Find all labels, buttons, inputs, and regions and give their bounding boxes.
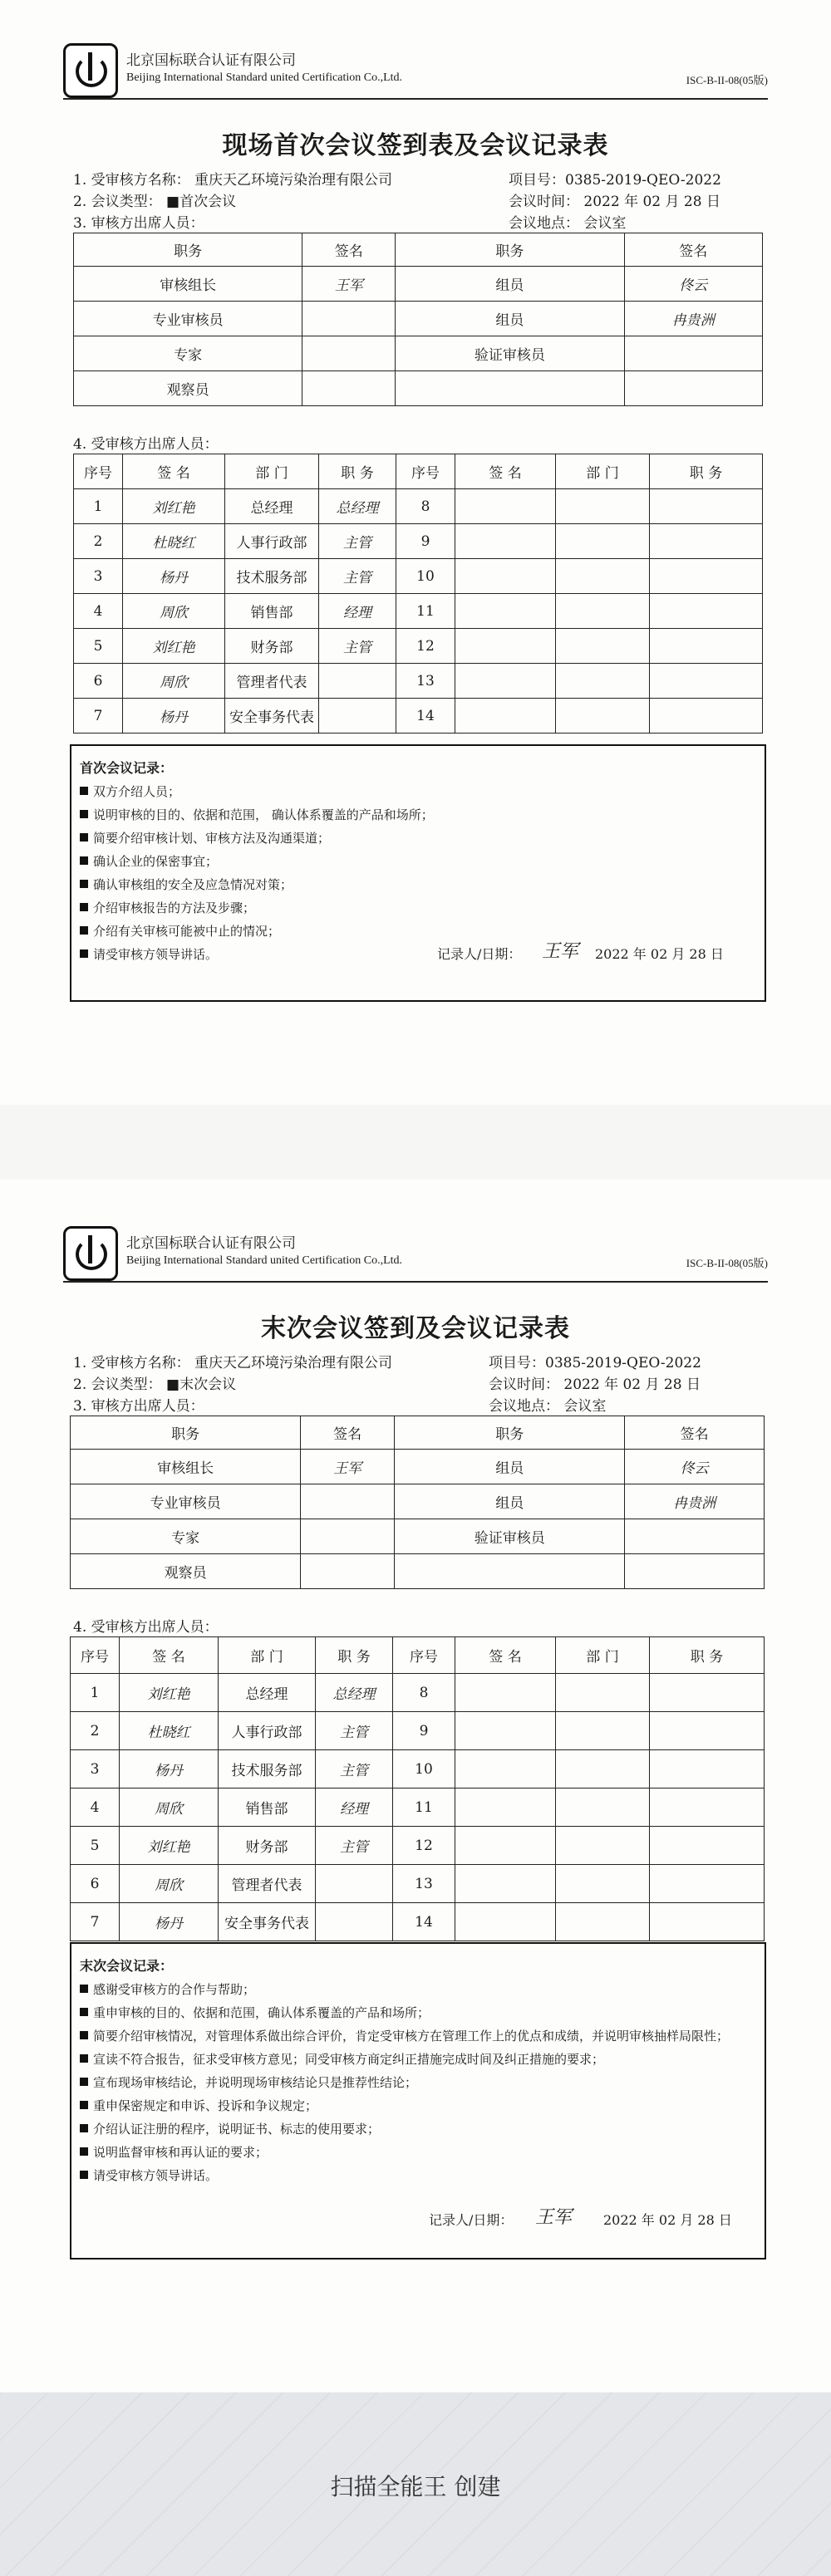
table-cell [455, 489, 556, 524]
table-cell: 1 [71, 1674, 120, 1712]
table-cell: 部 门 [556, 454, 650, 489]
record-date: 2022 年 02 月 28 日 [603, 2212, 732, 2228]
table-cell [624, 336, 762, 371]
table-cell: 财务部 [225, 629, 319, 664]
org-name-en: Beijing International Standard united Certification Co.,Ltd. [126, 71, 403, 84]
table-cell: 佟云 [625, 1450, 765, 1484]
record-title: 末次会议记录： [80, 1958, 174, 1974]
last-meeting-sheet [0, 1180, 831, 2392]
table-cell: 安全事务代表 [219, 1903, 316, 1941]
attendee-table [70, 1636, 765, 1941]
table-cell: 签 名 [123, 454, 225, 489]
table-cell: 冉贵洲 [625, 1484, 765, 1519]
table-cell [301, 1554, 395, 1589]
table-cell: 3 [71, 1750, 120, 1788]
table-cell: 部 门 [556, 1637, 650, 1674]
table-cell: 总经理 [225, 489, 319, 524]
table-cell: 专家 [71, 1519, 301, 1554]
table-cell [455, 1712, 556, 1750]
table-cell [650, 1788, 765, 1827]
table-cell: 观察员 [74, 371, 302, 406]
table-cell [319, 699, 396, 734]
table-cell: 组员 [396, 267, 624, 302]
table-cell: 杨丹 [120, 1750, 219, 1788]
table-cell [625, 1554, 765, 1589]
table-cell: 4 [71, 1788, 120, 1827]
table-cell [650, 699, 763, 734]
cell: 审核组长 [74, 267, 302, 302]
table-cell: 杜晓红 [123, 524, 225, 559]
table-cell [455, 1827, 556, 1865]
table-cell [301, 1519, 395, 1554]
table-cell: 组员 [395, 1450, 625, 1484]
table-cell: 主管 [319, 629, 396, 664]
meeting-time: 会议时间： 2022 年 02 月 28 日 [509, 194, 720, 210]
table-cell: 人事行政部 [219, 1712, 316, 1750]
recorder-signature: 王军 [535, 2207, 573, 2228]
table-cell: 9 [393, 1712, 455, 1750]
table-cell: 6 [71, 1865, 120, 1903]
form-title: 现场首次会议签到表及会议记录表 [222, 131, 609, 160]
table-cell [556, 1827, 650, 1865]
table-cell [556, 699, 650, 734]
recorder-label: 记录人/日期： [429, 2212, 514, 2228]
table-cell [650, 629, 763, 664]
th: 职务 [74, 233, 302, 267]
form-code: ISC-B-II-08(05版) [686, 1257, 768, 1269]
table-cell: 部 门 [219, 1637, 316, 1674]
letterhead [63, 1226, 768, 1286]
auditee-attendees-label: 4. 受审核方出席人员： [73, 1619, 219, 1636]
table-cell: 审核组长 [71, 1450, 301, 1484]
table-cell: 签名 [302, 233, 396, 267]
table-cell: 验证审核员 [396, 336, 624, 371]
table-cell [556, 1712, 650, 1750]
meeting-place: 会议地点： 会议室 [509, 215, 627, 232]
table-cell: 佟云 [624, 267, 762, 302]
table-cell: 8 [393, 1674, 455, 1712]
table-cell: 11 [396, 594, 455, 629]
table-cell [455, 1903, 556, 1941]
table-cell: 验证审核员 [395, 1519, 625, 1554]
meeting-time: 会议时间： 2022 年 02 月 28 日 [489, 1376, 701, 1393]
table-cell: 杨丹 [120, 1903, 219, 1941]
table-cell: 刘红艳 [120, 1827, 219, 1865]
table-cell: 安全事务代表 [225, 699, 319, 734]
table-cell: 杨丹 [123, 699, 225, 734]
table-cell: 13 [396, 664, 455, 699]
meeting-type: 2. 会议类型： ■首次会议 [73, 194, 237, 210]
table-cell: 2 [71, 1712, 120, 1750]
table-cell: 14 [393, 1903, 455, 1941]
scan-watermark-footer [0, 2392, 831, 2576]
table-cell [455, 559, 556, 594]
page-gap [0, 1105, 831, 1180]
table-cell: 技术服务部 [219, 1750, 316, 1788]
org-name-en: Beijing International Standard united Certification Co.,Ltd. [126, 1254, 403, 1267]
table-cell: 签 名 [120, 1637, 219, 1674]
table-cell: 职务 [396, 233, 624, 267]
table-cell: 2 [74, 524, 123, 559]
table-cell [650, 1827, 765, 1865]
table-cell: 12 [393, 1827, 455, 1865]
meeting-type: 2. 会议类型： ■末次会议 [73, 1376, 237, 1393]
table-cell [455, 1674, 556, 1712]
org-name-cn: 北京国标联合认证有限公司 [126, 1235, 296, 1252]
table-cell [455, 524, 556, 559]
table-cell [650, 1903, 765, 1941]
table-cell [319, 664, 396, 699]
project-number: 项目号：0385-2019-QEO-2022 [489, 1355, 701, 1371]
record-date: 2022 年 02 月 28 日 [595, 946, 724, 962]
table-cell: 职 务 [650, 454, 763, 489]
table-cell [395, 1554, 625, 1589]
auditee-attendees-label: 4. 受审核方出席人员： [73, 436, 219, 453]
table-cell [455, 1865, 556, 1903]
table-cell: 技术服务部 [225, 559, 319, 594]
table-cell: 12 [396, 629, 455, 664]
table-cell [455, 1788, 556, 1827]
table-cell [455, 699, 556, 734]
table-cell: 10 [393, 1750, 455, 1788]
table-cell: 冉贵洲 [624, 302, 762, 336]
table-cell [556, 629, 650, 664]
letterhead [63, 43, 768, 103]
table-cell: 职 务 [319, 454, 396, 489]
table-cell [556, 664, 650, 699]
table-cell [455, 664, 556, 699]
table-cell [556, 524, 650, 559]
table-cell: 5 [71, 1827, 120, 1865]
table-cell: 职务 [395, 1416, 625, 1450]
table-cell: 刘红艳 [120, 1674, 219, 1712]
auditee-name: 1. 受审核方名称： 重庆天乙环境污染治理有限公司 [73, 1355, 393, 1371]
table-cell: 签名 [624, 233, 762, 267]
table-cell: 4 [74, 594, 123, 629]
table-cell [650, 594, 763, 629]
table-cell: 刘红艳 [123, 629, 225, 664]
table-cell: 经理 [319, 594, 396, 629]
table-cell [556, 594, 650, 629]
table-cell: 周欣 [123, 594, 225, 629]
table-cell [556, 1788, 650, 1827]
table-cell: 签名 [301, 1416, 395, 1450]
table-cell [650, 1712, 765, 1750]
table-cell: 主管 [316, 1712, 393, 1750]
table-cell: 观察员 [71, 1554, 301, 1589]
table-cell: 职 务 [316, 1637, 393, 1674]
org-name-cn: 北京国标联合认证有限公司 [126, 52, 296, 69]
table-cell: 6 [74, 664, 123, 699]
table-cell: 管理者代表 [225, 664, 319, 699]
table-cell: 主管 [319, 559, 396, 594]
table-cell: 管理者代表 [219, 1865, 316, 1903]
table-cell: 组员 [395, 1484, 625, 1519]
table-cell [556, 1865, 650, 1903]
table-cell [302, 302, 396, 336]
auditor-table [73, 233, 763, 406]
table-cell [625, 1519, 765, 1554]
table-cell: 总经理 [319, 489, 396, 524]
table-cell: 11 [393, 1788, 455, 1827]
table-cell: 周欣 [120, 1865, 219, 1903]
table-cell: 7 [71, 1903, 120, 1941]
auditor-attendees-label: 3. 审核方出席人员： [73, 215, 204, 232]
meeting-place: 会议地点： 会议室 [489, 1398, 607, 1415]
table-cell [455, 1750, 556, 1788]
table-cell [455, 629, 556, 664]
table-cell [650, 489, 763, 524]
table-cell [556, 1903, 650, 1941]
table-cell [556, 559, 650, 594]
table-cell: 职务 [71, 1416, 301, 1450]
table-cell [624, 371, 762, 406]
table-cell: 主管 [316, 1827, 393, 1865]
table-cell: 销售部 [219, 1788, 316, 1827]
table-cell: 8 [396, 489, 455, 524]
table-cell: 序号 [71, 1637, 120, 1674]
table-cell: 序号 [396, 454, 455, 489]
table-cell: 9 [396, 524, 455, 559]
table-cell: 序号 [74, 454, 123, 489]
table-cell [556, 1674, 650, 1712]
table-cell: 3 [74, 559, 123, 594]
form-code: ISC-B-II-08(05版) [686, 74, 768, 86]
attendee-table [73, 454, 763, 734]
table-cell: 签名 [625, 1416, 765, 1450]
table-cell: 财务部 [219, 1827, 316, 1865]
recorder-signature: 王军 [542, 941, 579, 962]
table-cell: 经理 [316, 1788, 393, 1827]
table-cell: 主管 [319, 524, 396, 559]
table-cell: 主管 [316, 1750, 393, 1788]
table-cell [316, 1903, 393, 1941]
table-cell: 总经理 [219, 1674, 316, 1712]
table-cell: 杜晓红 [120, 1712, 219, 1750]
table-cell: 签 名 [455, 454, 556, 489]
project-number: 项目号：0385-2019-QEO-2022 [509, 172, 721, 189]
table-cell [650, 664, 763, 699]
table-cell: 组员 [396, 302, 624, 336]
table-cell [316, 1865, 393, 1903]
table-cell [455, 594, 556, 629]
scanner-brand: 扫描全能王 创建 [330, 2473, 501, 2500]
auditor-table [70, 1416, 765, 1589]
table-cell [650, 1865, 765, 1903]
table-cell: 销售部 [225, 594, 319, 629]
table-cell: 王军 [302, 267, 396, 302]
table-cell: 专业审核员 [71, 1484, 301, 1519]
table-cell: 签 名 [455, 1637, 556, 1674]
table-cell: 序号 [393, 1637, 455, 1674]
record-title: 首次会议记录： [80, 760, 174, 776]
table-cell [650, 559, 763, 594]
table-cell [396, 371, 624, 406]
table-cell [302, 371, 396, 406]
table-cell: 专家 [74, 336, 302, 371]
table-cell [301, 1484, 395, 1519]
table-cell: 人事行政部 [225, 524, 319, 559]
table-cell: 1 [74, 489, 123, 524]
table-cell: 7 [74, 699, 123, 734]
table-cell: 13 [393, 1865, 455, 1903]
table-cell: 10 [396, 559, 455, 594]
table-cell [650, 1750, 765, 1788]
recorder-label: 记录人/日期： [437, 946, 522, 962]
auditee-name: 1. 受审核方名称： 重庆天乙环境污染治理有限公司 [73, 172, 393, 189]
table-cell [650, 1674, 765, 1712]
table-cell: 刘红艳 [123, 489, 225, 524]
table-cell: 部 门 [225, 454, 319, 489]
table-cell [650, 524, 763, 559]
table-cell [556, 1750, 650, 1788]
auditor-attendees-label: 3. 审核方出席人员： [73, 1398, 204, 1415]
table-cell: 14 [396, 699, 455, 734]
company-logo [63, 1226, 118, 1281]
table-cell [556, 489, 650, 524]
table-cell: 周欣 [123, 664, 225, 699]
meeting-record-box: 末次会议记录： 感谢受审核方的合作与帮助； 重申审核的目的、依据和范围，确认体系覆盖的产品和场所； 简要介绍审核情况，对管理体系做出综合评价，肯定受审核方在管理工作上的优点和成绩，并说明审核抽样局限性； 宣读不符合报告，征求受审核方意见；同受审核方商定纠正措施完成时间及纠正措施的要求； 宣布现场审核结论，并说明现场审核结论只是推荐性结论； 重申保密规定和申诉、投诉和争议规定； 介绍认证注册的程序，说明证书、标志的使用要求； 说明监督审核和再认证的要求； 请受审核方领导讲话。 记录人/日期： 王军 2022 年 02 月 28 日 [70, 1942, 766, 2260]
table-cell: 总经理 [316, 1674, 393, 1712]
form-title: 末次会议签到及会议记录表 [261, 1314, 570, 1343]
table-cell: 王军 [301, 1450, 395, 1484]
first-meeting-sheet [0, 0, 831, 1105]
table-cell: 专业审核员 [74, 302, 302, 336]
table-cell [302, 336, 396, 371]
table-cell: 杨丹 [123, 559, 225, 594]
table-cell: 5 [74, 629, 123, 664]
company-logo [63, 43, 118, 98]
meeting-record-box: 首次会议记录： 双方介绍人员； 说明审核的目的、依据和范围， 确认体系覆盖的产品和场所； 简要介绍审核计划、审核方法及沟通渠道； 确认企业的保密事宜； 确认审核组的安全及应急情况对策； 介绍审核报告的方法及步骤； 介绍有关审核可能被中止的情况； 请受审核方领导讲话。 记录人/日期： 王军 2022 年 02 月 28 日 [70, 744, 766, 1002]
table-cell: 周欣 [120, 1788, 219, 1827]
table-cell: 职 务 [650, 1637, 765, 1674]
